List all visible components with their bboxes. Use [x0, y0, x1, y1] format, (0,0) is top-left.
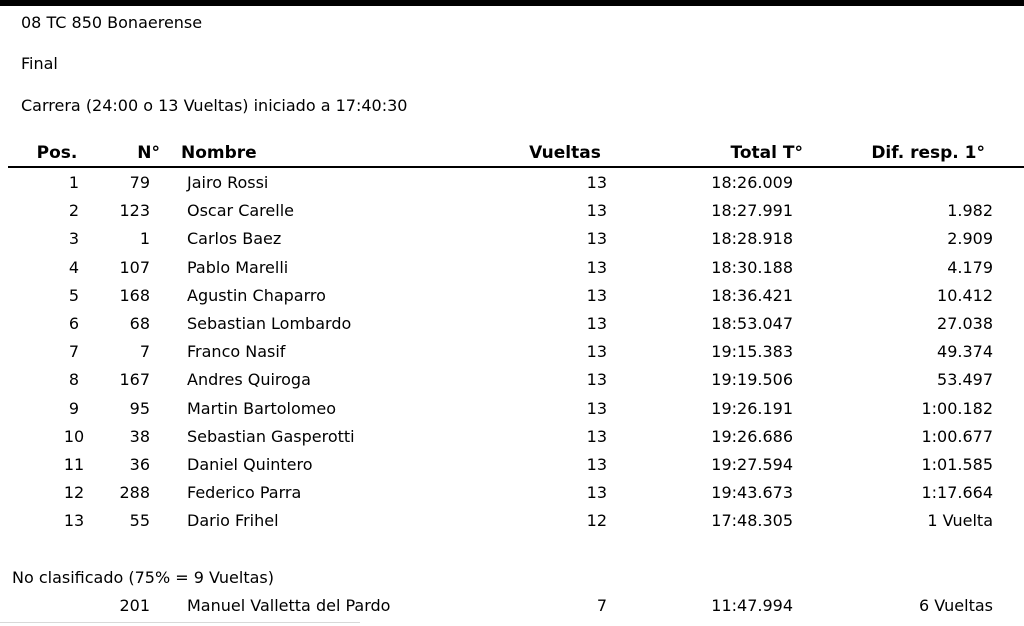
row-position: 1 [68, 173, 80, 192]
row-driver-name: Andres Quiroga [187, 370, 311, 390]
header-total-time: Total T° [730, 143, 803, 163]
row-driver-name: Carlos Baez [187, 229, 282, 249]
row-laps: 13 [586, 173, 607, 192]
row-position: 11 [63, 455, 85, 474]
row-difference: 1:00.182 [921, 398, 993, 418]
row-position: 8 [68, 370, 80, 390]
row-total-time: 18:27.991 [711, 201, 793, 221]
row-number: 38 [129, 426, 150, 446]
row-difference: 1.982 [947, 201, 993, 221]
row-driver-name: Martin Bartolomeo [187, 398, 337, 418]
row-laps: 13 [586, 229, 607, 249]
row-driver-name: Manuel Valletta del Pardo [187, 596, 391, 615]
header-difference: Dif. resp. 1° [871, 143, 985, 163]
row-driver-name: Sebastian Lombardo [187, 314, 352, 333]
row-total-time: 19:43.673 [711, 483, 793, 503]
row-driver-name: Federico Parra [187, 483, 302, 503]
row-laps: 13 [586, 455, 607, 474]
row-total-time: 19:27.594 [711, 455, 793, 474]
row-driver-name: Oscar Carelle [187, 201, 294, 221]
row-driver-name: Jairo Rossi [187, 173, 269, 192]
row-difference: 4.179 [947, 257, 993, 277]
row-total-time: 18:30.188 [711, 257, 793, 277]
row-total-time: 17:48.305 [711, 511, 793, 531]
session-name: Final [21, 54, 58, 73]
row-position: 6 [68, 314, 80, 333]
header-pos: Pos. [36, 143, 78, 163]
row-number: 123 [119, 201, 150, 221]
row-laps: 12 [586, 511, 607, 531]
row-total-time: 18:36.421 [711, 285, 793, 305]
row-number: 7 [139, 342, 150, 362]
row-difference: 6 Vueltas [919, 596, 993, 615]
row-number: 79 [129, 173, 150, 192]
row-difference: 1:00.677 [921, 426, 993, 446]
row-number: 1 [139, 229, 150, 249]
row-total-time: 18:28.918 [711, 229, 793, 249]
row-number: 36 [129, 455, 150, 474]
row-position: 10 [63, 426, 85, 446]
row-difference: 27.038 [937, 314, 993, 333]
top-border [0, 0, 1024, 6]
event-title: 08 TC 850 Bonaerense [21, 13, 203, 32]
row-laps: 13 [586, 285, 607, 305]
row-driver-name: Agustin Chaparro [187, 285, 326, 305]
row-position: 5 [68, 285, 80, 305]
row-total-time: 18:26.009 [711, 173, 793, 192]
row-laps: 13 [586, 398, 607, 418]
row-difference: 49.374 [937, 342, 993, 362]
page-edge [0, 622, 360, 623]
row-position: 12 [63, 483, 85, 503]
row-number: 107 [119, 257, 150, 277]
row-total-time: 11:47.994 [711, 596, 793, 615]
row-difference: 1 Vuelta [927, 511, 993, 531]
row-number: 55 [129, 511, 150, 531]
row-laps: 13 [586, 370, 607, 390]
row-difference: 1:17.664 [921, 483, 993, 503]
row-number: 167 [119, 370, 150, 390]
row-number: 168 [119, 285, 150, 305]
not-classified-label: No clasificado (75% = 9 Vueltas) [12, 568, 274, 587]
row-position: 13 [63, 511, 85, 531]
row-laps: 13 [586, 314, 607, 333]
row-total-time: 19:26.191 [711, 398, 793, 418]
header-divider [8, 166, 1024, 168]
race-info: Carrera (24:00 o 13 Vueltas) iniciado a 17:40:30 [21, 96, 408, 115]
row-driver-name: Franco Nasif [187, 342, 286, 362]
row-laps: 13 [586, 201, 607, 221]
row-number: 95 [129, 398, 150, 418]
row-driver-name: Dario Frihel [187, 511, 279, 531]
header-name: Nombre [181, 143, 257, 163]
row-laps: 13 [586, 483, 607, 503]
row-driver-name: Daniel Quintero [187, 455, 313, 474]
header-number: N° [137, 143, 160, 163]
row-laps: 7 [596, 596, 607, 615]
row-number: 201 [119, 596, 150, 615]
row-difference: 2.909 [947, 229, 993, 249]
row-total-time: 19:19.506 [711, 370, 793, 390]
row-driver-name: Pablo Marelli [187, 257, 289, 277]
row-total-time: 19:15.383 [711, 342, 793, 362]
row-position: 4 [68, 257, 80, 277]
row-total-time: 18:53.047 [711, 314, 793, 333]
row-position: 3 [68, 229, 80, 249]
row-difference: 1:01.585 [921, 455, 993, 474]
row-laps: 13 [586, 257, 607, 277]
row-number: 288 [119, 483, 150, 503]
row-position: 9 [68, 398, 80, 418]
row-laps: 13 [586, 426, 607, 446]
row-number: 68 [129, 314, 150, 333]
row-difference: 10.412 [937, 285, 993, 305]
row-position: 2 [68, 201, 80, 221]
header-laps: Vueltas [529, 143, 601, 163]
row-total-time: 19:26.686 [711, 426, 793, 446]
row-laps: 13 [586, 342, 607, 362]
row-difference: 53.497 [937, 370, 993, 390]
row-position: 7 [68, 342, 80, 362]
row-driver-name: Sebastian Gasperotti [187, 426, 355, 446]
